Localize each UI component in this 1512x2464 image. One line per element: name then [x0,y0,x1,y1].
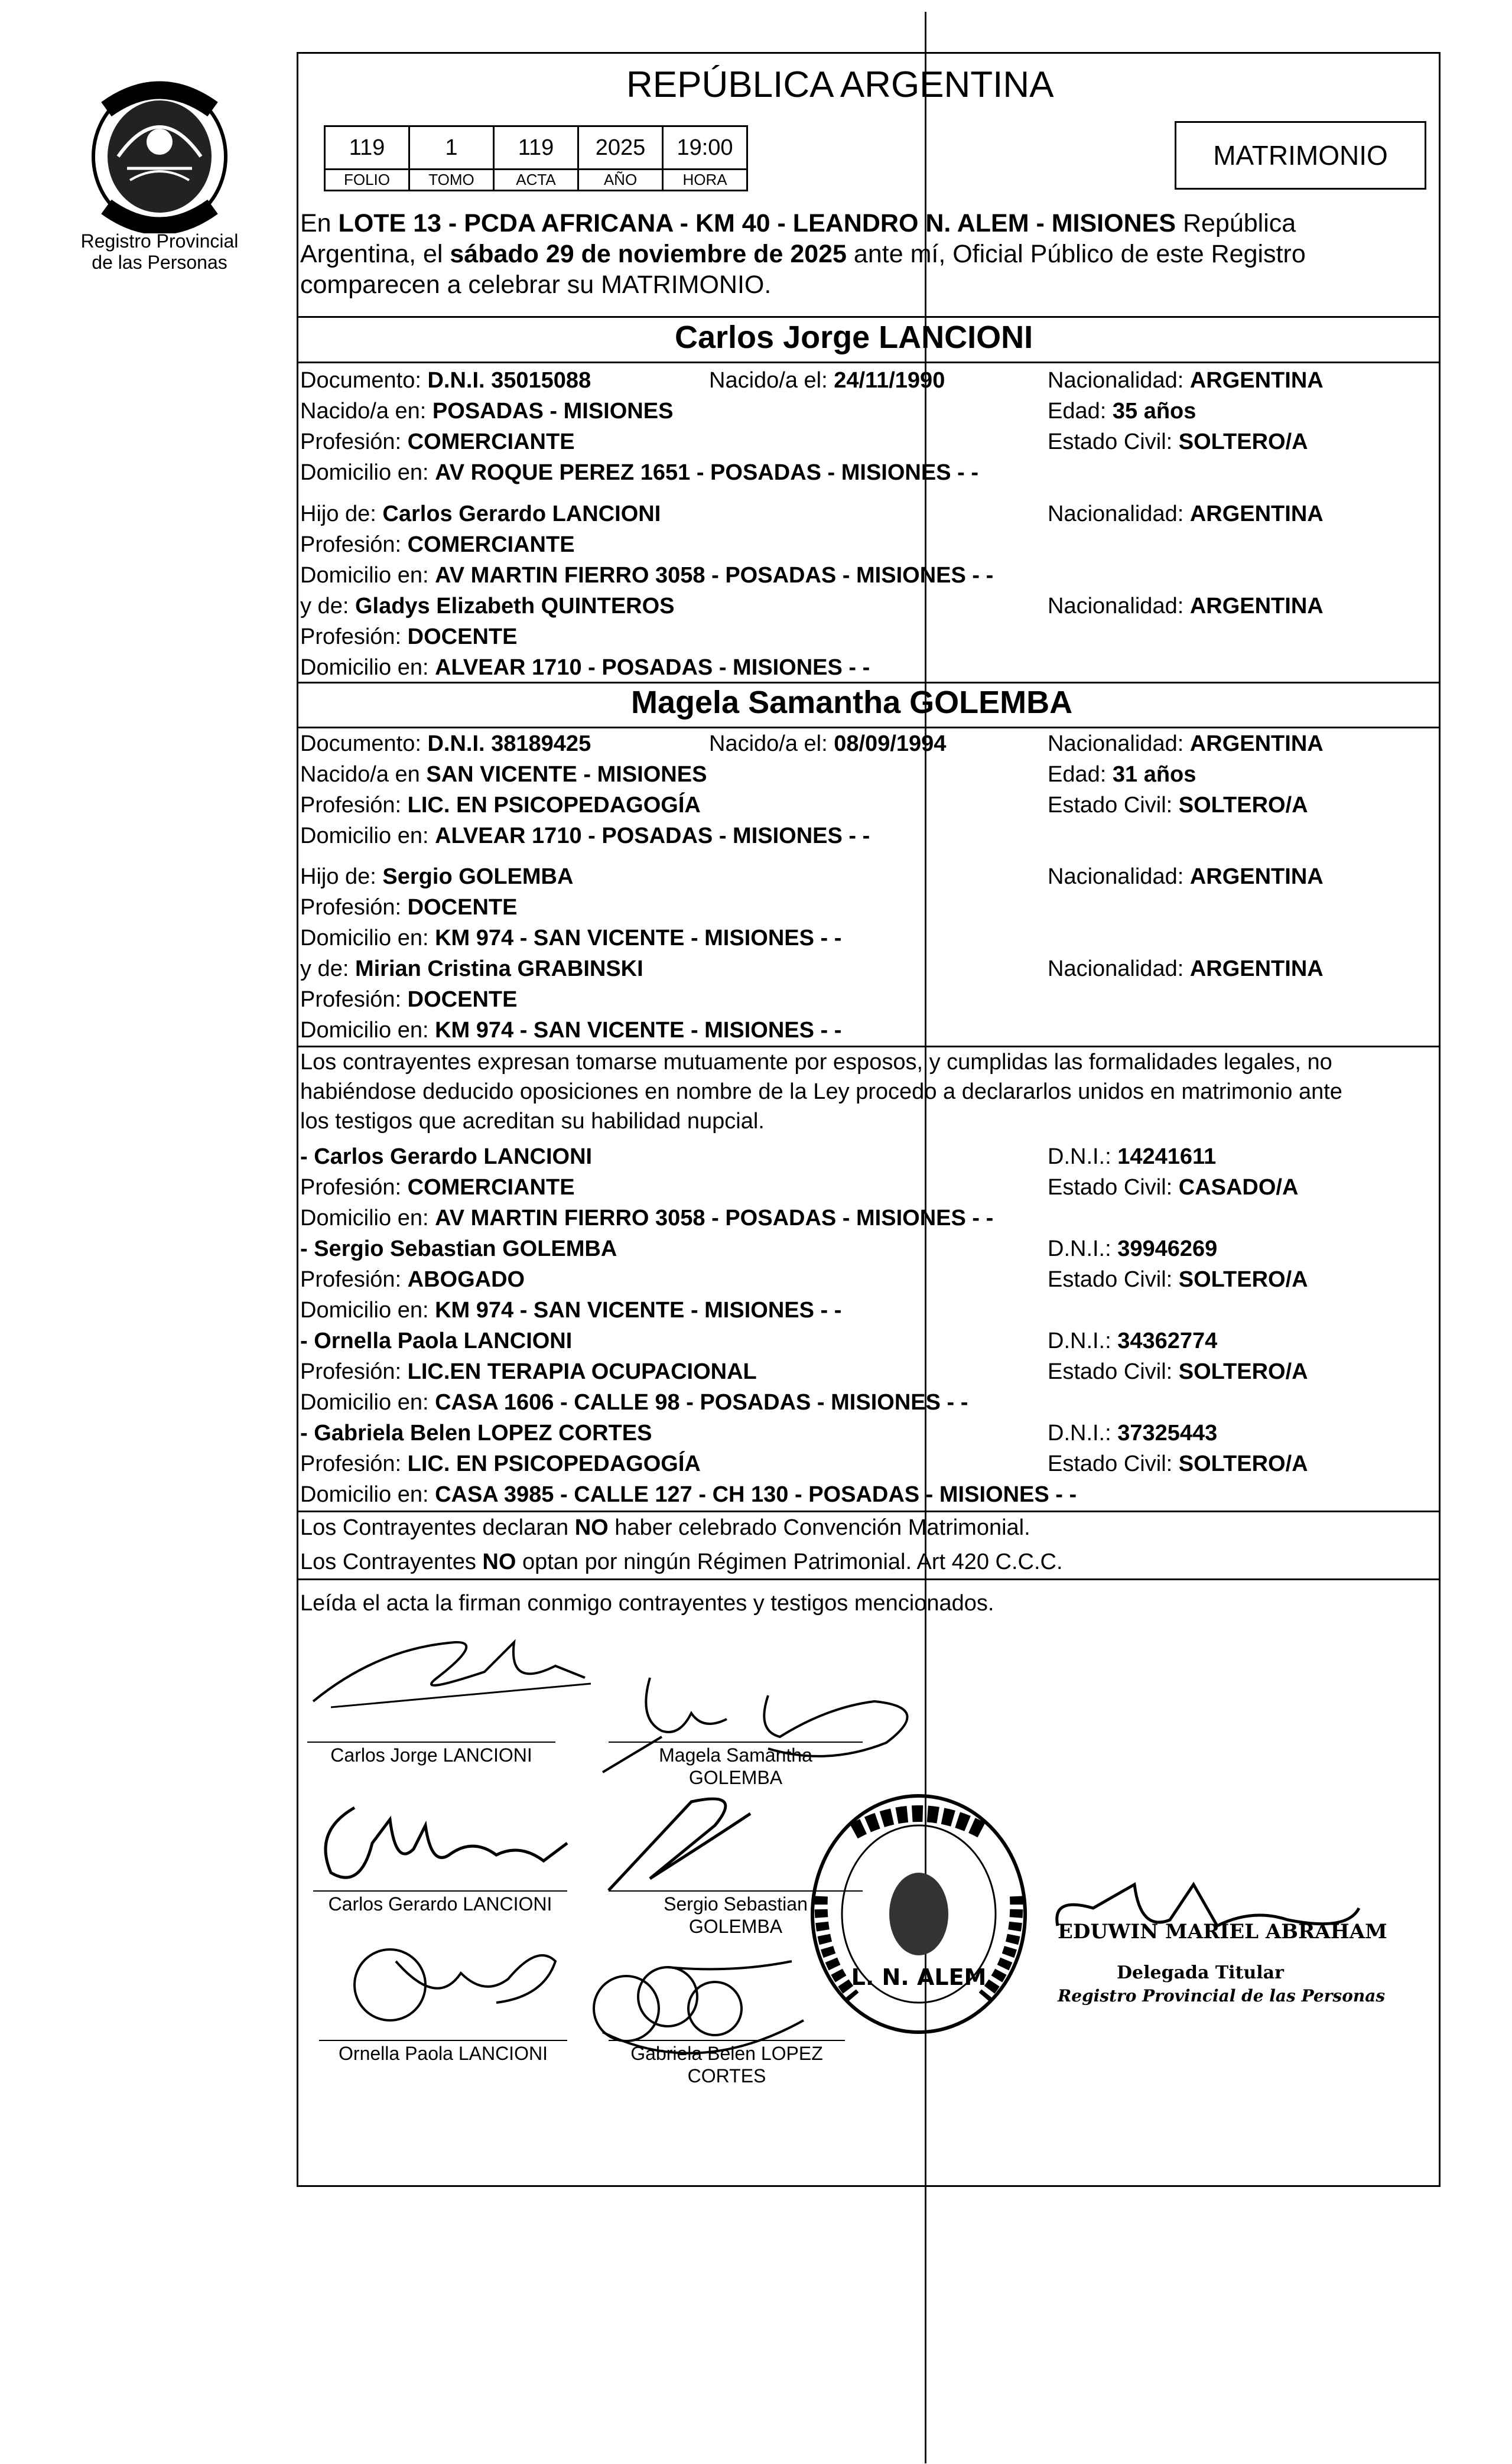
bride-document: Documento: D.N.I. 38189425 [300,731,591,756]
witness-1-profession: Profesión: COMERCIANTE [300,1175,575,1200]
bride-age: Edad: 31 años [1048,762,1196,787]
witness-4-civil-status: Estado Civil: SOLTERO/A [1048,1451,1308,1476]
witness-2-address: Domicilio en: KM 974 - SAN VICENTE - MISIONES - - [300,1298,842,1323]
acta-header: ACTA [494,170,578,191]
registry-label: Registro Provincial de las Personas [80,230,239,273]
groom-signature-icon [307,1625,603,1719]
bride-mother-name: y de: Mirian Cristina GRABINSKI [300,956,643,981]
intro-line-1: En LOTE 13 - PCDA AFRICANA - KM 40 - LEANDRO N. ALEM - MISIONES República [300,209,1296,237]
groom-father-nationality: Nacionalidad: ARGENTINA [1048,502,1324,526]
bride-name-title: Magela Samantha GOLEMBA [631,685,1073,720]
document-title: REPÚBLICA ARGENTINA [626,64,1054,105]
bride-father-name: Hijo de: Sergio GOLEMBA [300,864,574,889]
signature-line [313,1890,567,1892]
witness-2-name: - Sergio Sebastian GOLEMBA [300,1236,617,1261]
witness-3-dni: D.N.I.: 34362774 [1048,1329,1218,1353]
signature-line [307,1742,555,1743]
groom-mother-nationality: Nacionalidad: ARGENTINA [1048,594,1324,619]
declaration-line-2: habiéndose deducido oposiciones en nombre de la Ley procedo a declararlos unidos en matrimonio ante [300,1079,1342,1104]
groom-father-address: Domicilio en: AV MARTIN FIERRO 3058 - POSADAS - MISIONES - - [300,563,994,588]
witness-3-signature-icon [343,1926,591,2032]
divider [297,682,1441,683]
closing-text: Leída el acta la firman conmigo contrayentes y testigos mencionados. [300,1591,994,1616]
witness-1-signature-label: Carlos Gerardo LANCIONI [328,1893,552,1915]
witness-3-address: Domicilio en: CASA 1606 - CALLE 98 - POSADAS - MISIONES - - [300,1390,968,1415]
official-office: Registro Provincial de las Personas [1058,1986,1386,2006]
groom-birth-date: Nacido/a el: 24/11/1990 [709,368,945,393]
groom-address: Domicilio en: AV ROQUE PEREZ 1651 - POSADAS - MISIONES - - [300,460,978,485]
declaration-line-1: Los contrayentes expresan tomarse mutuamente por esposos, y cumplidas las formalidades legales, no [300,1050,1332,1075]
witness-2-profession: Profesión: ABOGADO [300,1267,525,1292]
witness-1-dni: D.N.I.: 14241611 [1048,1144,1217,1169]
groom-mother-address: Domicilio en: ALVEAR 1710 - POSADAS - MISIONES - - [300,655,870,680]
hora-header: HORA [663,170,747,191]
registry-table [324,125,748,191]
stamp-bottom-text: L. N. ALEM [851,1964,987,1990]
bride-birth-place: Nacido/a en SAN VICENTE - MISIONES [300,762,707,787]
folio-value: 119 [325,126,409,170]
hora-value: 19:00 [663,126,747,170]
groom-father-name: Hijo de: Carlos Gerardo LANCIONI [300,502,661,526]
anio-header: AÑO [578,170,663,191]
bride-mother-address: Domicilio en: KM 974 - SAN VICENTE - MISIONES - - [300,1018,842,1043]
witness-4-address: Domicilio en: CASA 3985 - CALLE 127 - CH 130 - POSADAS - MISIONES - - [300,1482,1077,1507]
groom-nationality: Nacionalidad: ARGENTINA [1048,368,1324,393]
groom-civil-status: Estado Civil: SOLTERO/A [1048,429,1308,454]
tomo-header: TOMO [409,170,494,191]
declaration-line-3: los testigos que acreditan su habilidad nupcial. [300,1109,765,1134]
groom-age: Edad: 35 años [1048,399,1196,424]
groom-document: Documento: D.N.I. 35015088 [300,368,591,393]
bride-father-profession: Profesión: DOCENTE [300,895,518,920]
groom-profession: Profesión: COMERCIANTE [300,429,575,454]
witness-2-dni: D.N.I.: 39946269 [1048,1236,1218,1261]
anio-value: 2025 [578,126,663,170]
folio-header: FOLIO [325,170,409,191]
witness-4-profession: Profesión: LIC. EN PSICOPEDAGOGÍA [300,1451,701,1476]
witness-4-dni: D.N.I.: 37325443 [1048,1421,1218,1446]
acta-value: 119 [494,126,578,170]
witness-2-civil-status: Estado Civil: SOLTERO/A [1048,1267,1308,1292]
witness-3-signature-label: Ornella Paola LANCIONI [339,2043,548,2064]
witness-1-civil-status: Estado Civil: CASADO/A [1048,1175,1299,1200]
bride-profession: Profesión: LIC. EN PSICOPEDAGOGÍA [300,793,701,818]
signature-line [319,2040,567,2041]
document-type-box: MATRIMONIO [1175,121,1426,190]
groom-birth-place: Nacido/a en: POSADAS - MISIONES [300,399,674,424]
bride-father-address: Domicilio en: KM 974 - SAN VICENTE - MISIONES - - [300,926,842,951]
province-seal-icon [83,74,236,233]
intro-line-3: comparecen a celebrar su MATRIMONIO. [300,271,772,299]
convention-line-2: Los Contrayentes NO optan por ningún Régimen Patrimonial. Art 420 C.C.C. [300,1550,1063,1574]
witness-3-name: - Ornella Paola LANCIONI [300,1329,573,1353]
witness-1-signature-icon [307,1796,591,1890]
witness-3-profession: Profesión: LIC.EN TERAPIA OCUPACIONAL [300,1359,757,1384]
signature-line [609,1742,863,1743]
bride-mother-profession: Profesión: DOCENTE [300,987,518,1012]
witness-1-name: - Carlos Gerardo LANCIONI [300,1144,593,1169]
groom-name-title: Carlos Jorge LANCIONI [675,320,1033,355]
intro-line-2: Argentina, el sábado 29 de noviembre de 2025 ante mí, Oficial Público de este Registro [300,240,1306,268]
bride-civil-status: Estado Civil: SOLTERO/A [1048,793,1308,818]
bride-father-nationality: Nacionalidad: ARGENTINA [1048,864,1324,889]
witness-3-civil-status: Estado Civil: SOLTERO/A [1048,1359,1308,1384]
bride-birth-date: Nacido/a el: 08/09/1994 [709,731,947,756]
witness-2-signature-label: Sergio Sebastian GOLEMBA [664,1893,808,1937]
witness-4-signature-label: Gabriela Belen LOPEZ CORTES [630,2043,823,2087]
groom-father-profession: Profesión: COMERCIANTE [300,532,575,557]
divider [297,1578,1441,1580]
tomo-value: 1 [409,126,494,170]
bride-nationality: Nacionalidad: ARGENTINA [1048,731,1324,756]
bride-signature-label: Magela Samantha GOLEMBA [659,1744,812,1788]
convention-line-1: Los Contrayentes declaran NO haber celebrado Convención Matrimonial. [300,1515,1030,1540]
official-title: Delegada Titular [1117,1962,1284,1983]
bride-address: Domicilio en: ALVEAR 1710 - POSADAS - MISIONES - - [300,823,870,848]
signature-line [609,2040,845,2041]
bride-mother-nationality: Nacionalidad: ARGENTINA [1048,956,1324,981]
groom-mother-profession: Profesión: DOCENTE [300,624,518,649]
groom-signature-label: Carlos Jorge LANCIONI [330,1744,532,1766]
divider [297,316,1441,318]
official-name: EDUWIN MARIEL ABRAHAM [1058,1920,1387,1944]
groom-mother-name: y de: Gladys Elizabeth QUINTEROS [300,594,675,619]
official-stamp-icon [807,1790,1031,2038]
witness-1-address: Domicilio en: AV MARTIN FIERRO 3058 - POSADAS - MISIONES - - [300,1206,994,1231]
divider [297,362,1441,363]
witness-2-signature-icon [597,1790,786,1896]
witness-4-name: - Gabriela Belen LOPEZ CORTES [300,1421,652,1446]
